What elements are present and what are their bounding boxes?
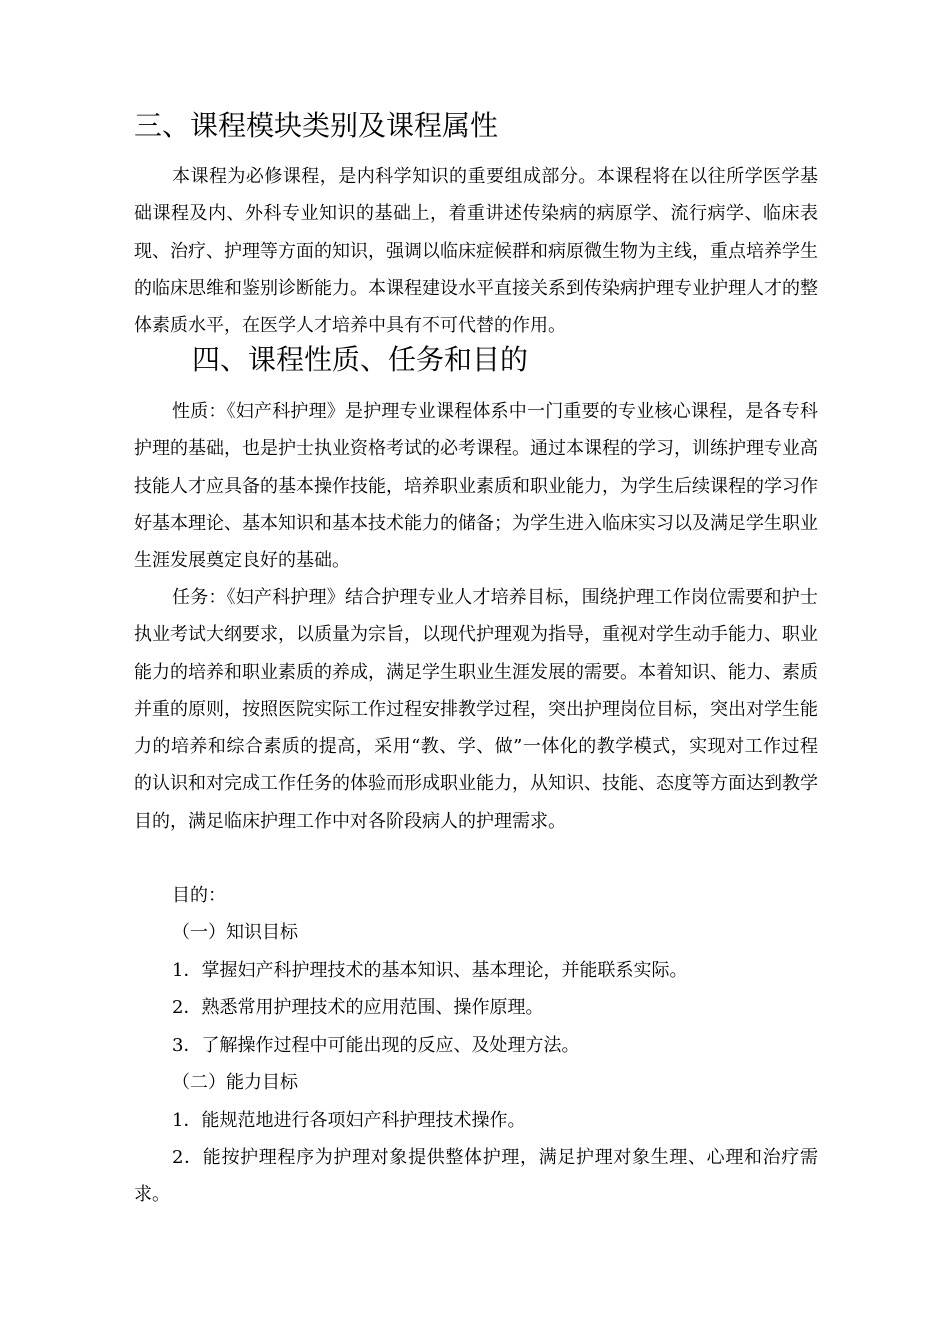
purpose-label: 目的：: [172, 885, 226, 906]
knowledge-goal-item: 1．掌握妇产科护理技术的基本知识、基本理论，并能联系实际。: [172, 960, 688, 981]
nature-paragraph: 性质：《妇产科护理》是护理专业课程体系中一门重要的专业核心课程，是各专科护理的基础，也是护士执业资格考试的必考课程。通过本课程的学习，训练护理专业高技能人才应具备的基本操作技能，培养职业素质和职业能力，为学生后续课程的学习作好基本理论、基本知识和基本技术能力的储备；为学生进入临床实习以及满足学生职业生涯发展奠定良好的基础。: [134, 401, 818, 572]
section-3-paragraph: 本课程为必修课程，是内科学知识的重要组成部分。本课程将在以往所学医学基础课程及内、外科专业知识的基础上，着重讲述传染病的病原学、流行病学、临床表现、治疗、护理等方面的知识，强调以临床症候群和病原微生物为主线，重点培养学生的临床思维和鉴别诊断能力。本课程建设水平直接关系到传染病护理专业护理人才的整体素质水平，在医学人才培养中具有不可代替的作用。: [134, 166, 818, 337]
task-paragraph: 任务：《妇产科护理》结合护理专业人才培养目标，围绕护理工作岗位需要和护士执业考试大纲要求，以质量为宗旨，以现代护理观为指导，重视对学生动手能力、职业能力的培养和职业素质的养成，满足学生职业生涯发展的需要。本着知识、能力、素质并重的原则，按照医院实际工作过程安排教学过程，突出护理岗位目标，突出对学生能力的培养和综合素质的提高，采用“教、学、做”一体化的教学模式，实现对工作过程的认识和对完成工作任务的体验而形成职业能力，从知识、技能、态度等方面达到教学目的，满足临床护理工作中对各阶段病人的护理需求。: [134, 587, 818, 832]
ability-goal-item: 2．能按护理程序为护理对象提供整体护理，满足护理对象生理、心理和治疗需求。: [134, 1147, 818, 1206]
section-3-heading: 三、课程模块类别及课程属性: [134, 109, 499, 142]
knowledge-goal-item: 3．了解操作过程中可能出现的反应、及处理方法。: [172, 1035, 580, 1056]
ability-goals-heading: （二）能力目标: [172, 1072, 298, 1093]
section-4-heading: 四、课程性质、任务和目的: [192, 343, 529, 376]
ability-goal-item: 1．能规范地进行各项妇产科护理技术操作。: [172, 1110, 526, 1131]
knowledge-goal-item: 2．熟悉常用护理技术的应用范围、操作原理。: [172, 997, 544, 1018]
knowledge-goals-heading: （一）知识目标: [172, 922, 298, 943]
